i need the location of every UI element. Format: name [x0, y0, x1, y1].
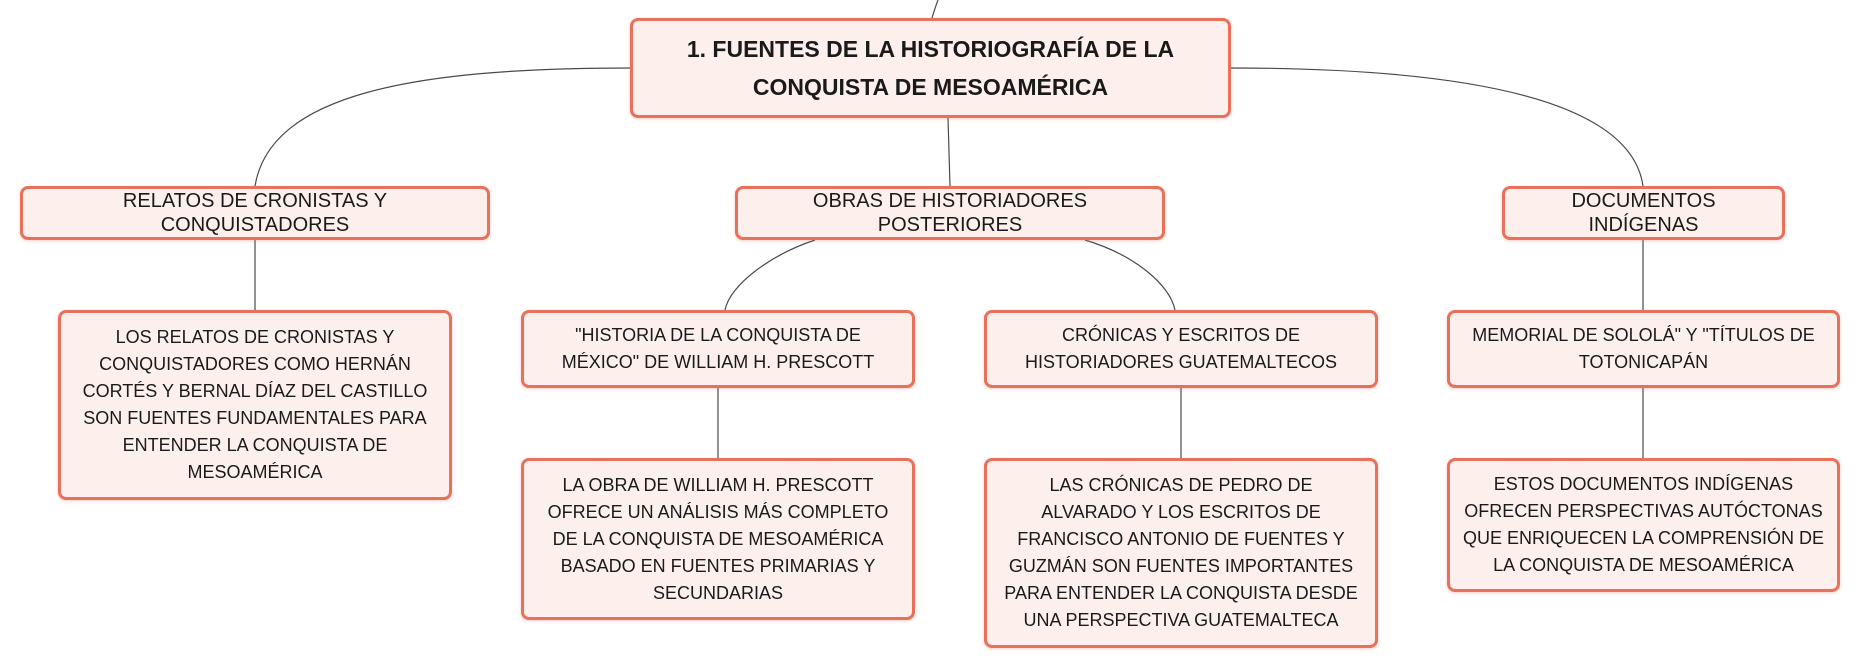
subtopic-label: LOS RELATOS DE CRONISTAS Y CONQUISTADORES COMO HERNÁN CORTÉS Y BERNAL DÍAZ DEL CASTILLO SON FUENTES FUNDAMENTALES PARA ENTENDER LA CONQUISTA DE MESOAMÉRICA: [82, 327, 428, 482]
connector-line: [725, 240, 815, 310]
branch-label: RELATOS DE CRONISTAS Y CONQUISTADORES: [122, 190, 388, 236]
subtopic-cronicas-guatemaltecas[interactable]: [984, 310, 1378, 388]
subtopic-prescott-obra[interactable]: [521, 310, 915, 388]
branch-obras-historiadores[interactable]: [735, 186, 1165, 240]
connector-line: [1085, 240, 1175, 310]
connector-line: [1230, 68, 1643, 186]
subtopic-label: LAS CRÓNICAS DE PEDRO DE ALVARADO Y LOS ESCRITOS DE FRANCISCO ANTONIO DE FUENTES Y GUZMÁN SON FUENTES IMPORTANTES PARA ENTENDER LA CONQUISTA DESDE UNA PERSPECTIVA GUATEMALTECA: [1004, 475, 1358, 630]
subtopic-label: ESTOS DOCUMENTOS INDÍGENAS OFRECEN PERSPECTIVAS AUTÓCTONAS QUE ENRIQUECEN LA COMPRENSIÓN DE LA CONQUISTA DE MESOAMÉRICA: [1462, 474, 1825, 575]
subtopic-label: MEMORIAL DE SOLOLÁ" Y "TÍTULOS DE TOTONICAPÁN: [1472, 325, 1815, 372]
root-topic[interactable]: [630, 18, 1231, 118]
subtopic-prescott-detalle[interactable]: [521, 458, 915, 620]
subtopic-cronicas-detalle[interactable]: [984, 458, 1378, 648]
connector-line: [932, 0, 938, 18]
connector-line: [255, 68, 630, 186]
subtopic-relatos-detalle[interactable]: [58, 310, 452, 500]
subtopic-label: CRÓNICAS Y ESCRITOS DE HISTORIADORES GUATEMALTECOS: [1024, 325, 1338, 372]
branch-relatos-cronistas[interactable]: [20, 186, 490, 240]
subtopic-label: "HISTORIA DE LA CONQUISTA DE MÉXICO" DE WILLIAM H. PRESCOTT: [561, 325, 875, 372]
branch-documentos-indigenas[interactable]: [1502, 186, 1785, 240]
subtopic-memorial-solola[interactable]: [1447, 310, 1840, 388]
subtopic-label: LA OBRA DE WILLIAM H. PRESCOTT OFRECE UN ANÁLISIS MÁS COMPLETO DE LA CONQUISTA DE MESOAMÉRICA BASADO EN FUENTES PRIMARIAS Y SECUNDARIAS: [547, 474, 889, 603]
root-topic-label: 1. FUENTES DE LA HISTORIOGRAFÍA DE LA CONQUISTA DE MESOAMÉRICA: [686, 36, 1175, 100]
connector-line: [948, 118, 950, 186]
branch-label: OBRAS DE HISTORIADORES POSTERIORES: [812, 190, 1088, 236]
branch-label: DOCUMENTOS INDÍGENAS: [1571, 190, 1716, 236]
subtopic-documentos-detalle[interactable]: [1447, 458, 1840, 592]
